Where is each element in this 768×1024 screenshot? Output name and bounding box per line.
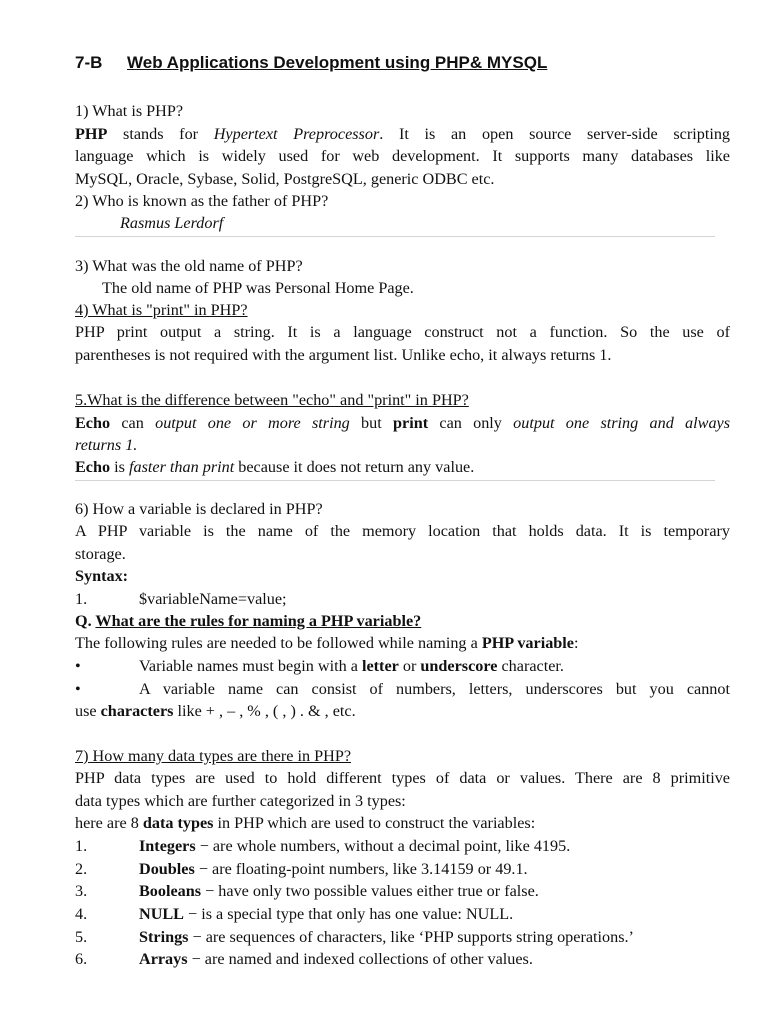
question-3: 3) What was the old name of PHP? [75, 257, 303, 275]
data-type-item: 1. Integers − are whole numbers, without a decimal point, like 4195. [75, 837, 571, 855]
question-1: 1) What is PHP? [75, 102, 184, 120]
answer-7-line-1: PHP data types are used to hold different types of data or values. There are 8 primitive [75, 769, 730, 787]
data-type-item: 2. Doubles − are floating-point numbers, like 3.14159 or 49.1. [75, 860, 528, 878]
data-type-item: 4. NULL − is a special type that only has one value: NULL. [75, 905, 514, 923]
bullet: • [75, 657, 81, 675]
question-4: 4) What is "print" in PHP? [75, 301, 248, 319]
syntax-line: 1. $variableName=value; [75, 590, 287, 608]
answer-5-line-1: Echo can output one or more string but print can only output one string and always [75, 414, 731, 432]
term-php: PHP [75, 125, 108, 143]
answer-5-line-3: Echo is faster than print because it does not return any value. [75, 458, 475, 476]
answer-2: Rasmus Lerdorf [120, 214, 224, 232]
rules-intro: The following rules are needed to be followed while naming a PHP variable: [75, 634, 579, 652]
rule-2-line-2: use characters like + , – , % , ( , ) . & , etc. [75, 702, 356, 720]
rule-1: • Variable names must begin with a letter or underscore character. [75, 657, 564, 675]
answer-4-line-1: PHP print output a string. It is a language construct not a function. So the use of [75, 323, 730, 341]
answer-6-line-2: storage. [75, 545, 126, 563]
answer-1-line-1: PHP stands for Hypertext Preprocessor. It is an open source server-side scripting [75, 125, 731, 143]
answer-5-line-2: returns 1. [75, 436, 138, 454]
answer-7-line-2: data types which are further categorized in 3 types: [75, 792, 406, 810]
term-hypertext-preprocessor: Hypertext Preprocessor [213, 125, 380, 143]
data-type-item: 3. Booleans − have only two possible values either true or false. [75, 882, 539, 900]
answer-3: The old name of PHP was Personal Home Page. [102, 279, 414, 297]
separator-rule [75, 236, 715, 237]
question-5: 5.What is the difference between "echo" and "print" in PHP? [75, 391, 469, 409]
question-6: 6) How a variable is declared in PHP? [75, 500, 323, 518]
rules-heading: Q. What are the rules for naming a PHP variable? [75, 612, 422, 630]
data-type-item: 6. Arrays − are named and indexed collections of other values. [75, 950, 533, 968]
question-7: 7) How many data types are there in PHP? [75, 747, 352, 765]
rule-2-line-1: • A variable name can consist of numbers, letters, underscores but you cannot [75, 680, 730, 698]
syntax-code: $variableName=value; [139, 590, 287, 608]
answer-1-line-2: language which is widely used for web development. It supports many databases like [75, 147, 730, 165]
answer-4-line-2: parentheses is not required with the argument list. Unlike echo, it always returns 1. [75, 346, 612, 364]
separator-rule [75, 480, 715, 481]
answer-7-line-3: here are 8 data types in PHP which are used to construct the variables: [75, 814, 536, 832]
answer-6-line-1: A PHP variable is the name of the memory location that holds data. It is temporary [75, 522, 730, 540]
syntax-label: Syntax: [75, 567, 129, 585]
title-text: Web Applications Development using PHP& MYSQL [127, 53, 548, 72]
title-number: 7-B [75, 53, 103, 72]
bullet: • [75, 680, 81, 698]
question-2: 2) Who is known as the father of PHP? [75, 192, 329, 210]
data-type-item: 5. Strings − are sequences of characters, like ‘PHP supports string operations.’ [75, 928, 634, 946]
answer-1-line-3: MySQL, Oracle, Sybase, Solid, PostgreSQL, generic ODBC etc. [75, 170, 495, 188]
document-title [75, 52, 730, 74]
